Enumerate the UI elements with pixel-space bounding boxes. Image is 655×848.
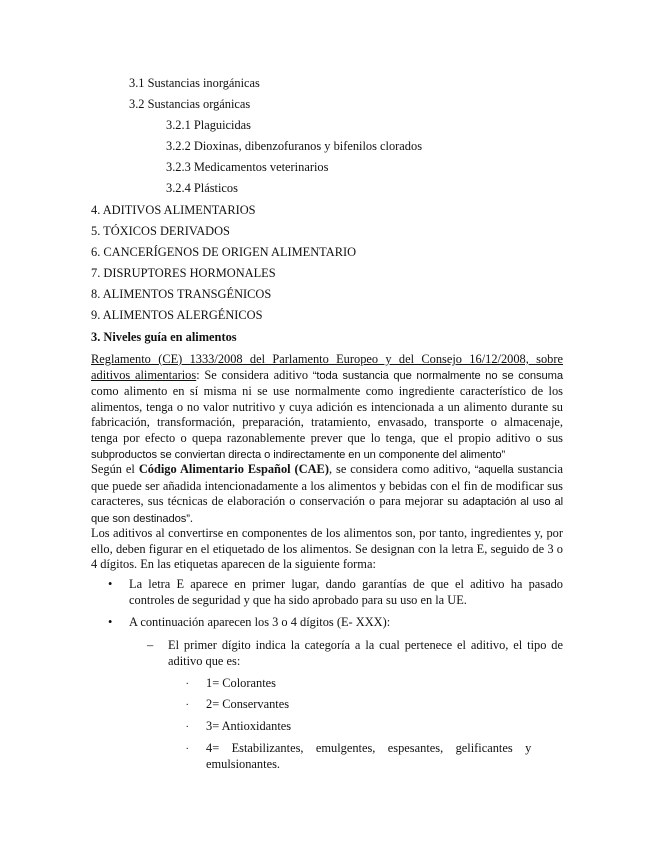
outline-item-3-2-1: 3.2.1 Plaguicidas bbox=[166, 118, 252, 132]
paragraph-regulation bbox=[91, 352, 563, 463]
bullet-icon: • bbox=[108, 615, 113, 629]
bullet-item-2: A continuación aparecen los 3 o 4 dígitos (E- XXX): bbox=[129, 615, 391, 629]
cae-text-b: , se considera como aditivo, bbox=[328, 462, 475, 476]
cae-text-a: Según el bbox=[91, 462, 139, 476]
outline-item-3-2-4: 3.2.4 Plásticos bbox=[166, 181, 238, 195]
regulation-link[interactable]: Reglamento (CE) 1333/2008 del Parlamento Europeo y del Consejo 16/12/2008, sobre aditivos alimentarios bbox=[91, 352, 563, 382]
bullet-item-1: La letra E aparece en primer lugar, dando garantías de que el aditivo ha pasado controles de seguridad y que ha sido aprobado para su uso en la UE. bbox=[129, 577, 563, 607]
paragraph-labeling: Los aditivos al convertirse en componentes de los alimentos son, por tanto, ingredientes y, por ello, deben figurar en el etiquetado de los alimentos. Se designan con la letra E, seguido de 3 o 4 dígitos. En las etiquetas aparecen de la siguiente forma: bbox=[91, 526, 563, 572]
dash-item: El primer dígito indica la categoría a la cual pertenece el aditivo, el tipo de aditivo que es: bbox=[168, 638, 563, 668]
cae-quote-a: “aquella bbox=[474, 464, 514, 476]
category-4: 4= Estabilizantes, emulgentes, espesantes, gelificantes y bbox=[206, 741, 532, 755]
outline-item-3-2: 3.2 Sustancias orgánicas bbox=[129, 97, 251, 111]
outline-item-8: 8. ALIMENTOS TRANSGÉNICOS bbox=[91, 287, 272, 301]
dot-icon: . bbox=[186, 719, 189, 730]
cae-text-d: . bbox=[189, 510, 193, 525]
dot-icon: . bbox=[186, 741, 189, 752]
bullet-icon: • bbox=[108, 577, 113, 591]
cae-quote-b: adaptación al uso al que son destinados” bbox=[91, 496, 563, 525]
outline-item-4: 4. ADITIVOS ALIMENTARIOS bbox=[91, 203, 256, 217]
regulation-quote-a: “toda sustancia que normalmente no se consuma bbox=[312, 369, 563, 382]
category-2: 2= Conservantes bbox=[206, 697, 290, 711]
outline-item-7: 7. DISRUPTORES HORMONALES bbox=[91, 266, 276, 280]
category-3: 3= Antioxidantes bbox=[206, 719, 292, 733]
paragraph-cae bbox=[91, 462, 563, 527]
category-4-continued: emulsionantes. bbox=[206, 757, 280, 771]
outline-item-6: 6. CANCERÍGENOS DE ORIGEN ALIMENTARIO bbox=[91, 245, 357, 259]
outline-item-3-2-2: 3.2.2 Dioxinas, dibenzofuranos y bifenilos clorados bbox=[166, 139, 423, 153]
category-1: 1= Colorantes bbox=[206, 676, 276, 690]
regulation-text-a: : Se considera aditivo bbox=[196, 367, 313, 382]
section-heading: 3. Niveles guía en alimentos bbox=[91, 330, 237, 344]
regulation-quote-b: subproductos se conviertan directa o indirectamente en un componente del alimento” bbox=[91, 448, 506, 461]
dot-icon: . bbox=[186, 676, 189, 687]
regulation-text-b: como alimento en sí misma ni se use normalmente como ingrediente característico de los alimentos, tenga o no valor nutritivo y cuya adición es intencionada a un alimento durante su fabricación, transformación, preparación, tratamiento, envasado, transporte o almacenaje, tenga por efecto o quepa razonablemente prever que lo tenga, que el propio aditivo o sus bbox=[91, 384, 563, 445]
outline-item-3-2-3: 3.2.3 Medicamentos veterinarios bbox=[166, 160, 329, 174]
cae-bold: Código Alimentario Español (CAE) bbox=[138, 462, 329, 476]
outline-item-5: 5. TÓXICOS DERIVADOS bbox=[91, 224, 230, 238]
dot-icon: . bbox=[186, 697, 189, 708]
dash-icon: – bbox=[147, 638, 154, 652]
cae-text-c: sustancia que puede ser añadida intencionadamente a los alimentos y bebidas con el fin de modificar sus caracteres, sus técnicas de elaboración o conservación o para mejorar su bbox=[91, 462, 563, 509]
outline-item-9: 9. ALIMENTOS ALERGÉNICOS bbox=[91, 308, 263, 322]
outline-item-3-1: 3.1 Sustancias inorgánicas bbox=[129, 76, 260, 90]
